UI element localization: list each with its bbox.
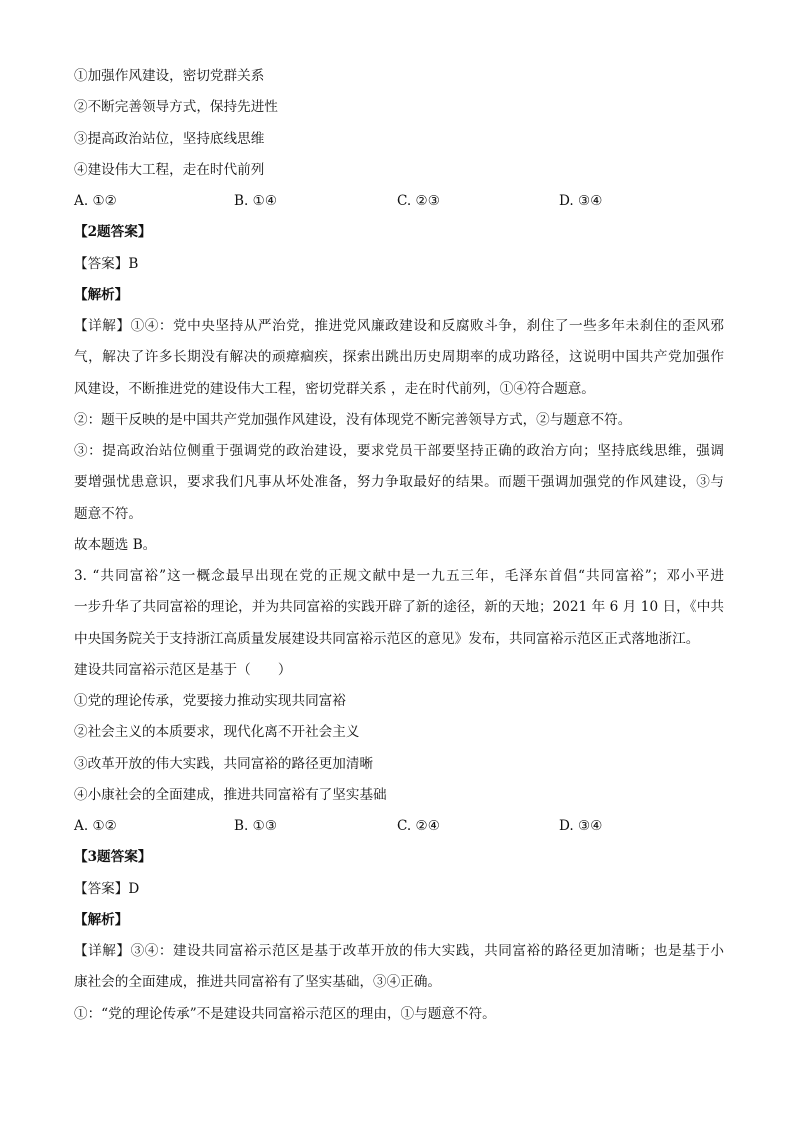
q3-stem-line-4: 建设共同富裕示范区是基于（ ） — [74, 662, 292, 678]
q3-explanation-line-2: 康社会的全面建成，推进共同富裕有了坚实基础，③④正确。 — [74, 974, 442, 990]
q2-explanation-line-1: 【详解】①④：党中央坚持从严治党，推进党风廉政建设和反腐败斗争，刹住了一些多年未刹住的歪风邪 — [74, 318, 724, 334]
q3-explanation-line-3: ①：“党的理论传承”不是建设共同富裕示范区的理由，①与题意不符。 — [74, 1006, 496, 1022]
q3-analysis-header: 【解析】 — [74, 912, 129, 928]
q2-item-3: ③提高政治站位，坚持底线思维 — [74, 131, 265, 147]
q2-options — [74, 191, 724, 211]
q2-conclusion: 故本题选 B。 — [74, 537, 157, 553]
q3-item-1: ①党的理论传承，党要接力推动实现共同富裕 — [74, 693, 346, 709]
q3-stem-line-2: 一步升华了共同富裕的理论，并为共同富裕的实践开辟了新的途径，新的天地；2021 年 6 月 10 日，《中共 — [74, 599, 724, 615]
q2-analysis-header: 【解析】 — [74, 287, 129, 303]
q3-stem-line-1: 3. “共同富裕”这一概念最早出现在党的正规文献中是一九五三年，毛泽东首倡“共同富裕”；邓小平进 — [74, 568, 724, 584]
q3-stem-line-3: 中央国务院关于支持浙江高质量发展建设共同富裕示范区的意见》发布，共同富裕示范区正式落地浙江。 — [74, 631, 700, 647]
q2-item-1: ①加强作风建设，密切党群关系 — [74, 68, 265, 84]
q3-answer-header: 【3题答案】 — [74, 849, 152, 865]
q3-option-a: A. ①② — [74, 818, 117, 834]
q2-explanation-line-7: 题意不符。 — [74, 506, 142, 522]
q3-item-3: ③改革开放的伟大实践，共同富裕的路径更加清晰 — [74, 756, 374, 772]
q3-option-c: C. ②④ — [397, 818, 440, 834]
q2-explanation-line-3: 风建设，不断推进党的建设伟大工程，密切党群关系 ，走在时代前列，①④符合题意。 — [74, 381, 595, 397]
q3-explanation-line-1: 【详解】③④：建设共同富裕示范区是基于改革开放的伟大实践，共同富裕的路径更加清晰；也是基于小 — [74, 943, 724, 959]
q3-item-2: ②社会主义的本质要求，现代化离不开社会主义 — [74, 724, 360, 740]
q2-explanation-line-4: ②：题干反映的是中国共产党加强作风建设，没有体现党不断完善领导方式，②与题意不符。 — [74, 412, 632, 428]
q3-option-b: B. ①③ — [234, 818, 278, 834]
q2-option-a: A. ①② — [74, 193, 117, 209]
q2-explanation-line-2: 气，解决了许多长期没有解决的顽瘴痼疾，探索出跳出历史周期率的成功路径，这说明中国共产党加强作 — [74, 349, 724, 365]
q3-answer: 【答案】D — [74, 881, 140, 897]
q2-explanation-line-5: ③：提高政治站位侧重于强调党的政治建设，要求党员干部要坚持正确的政治方向；坚持底线思维，强调 — [74, 443, 724, 459]
q3-options — [74, 816, 724, 836]
q2-answer-header: 【2题答案】 — [74, 224, 152, 240]
q2-option-b: B. ①④ — [234, 193, 278, 209]
q2-explanation-line-6: 要增强忧患意识，要求我们凡事从坏处准备，努力争取最好的结果。而题干强调加强党的作风建设，③与 — [74, 474, 724, 490]
q2-option-c: C. ②③ — [397, 193, 440, 209]
q3-item-4: ④小康社会的全面建成，推进共同富裕有了坚实基础 — [74, 787, 387, 803]
q2-option-d: D. ③④ — [559, 193, 603, 209]
q2-answer: 【答案】B — [74, 256, 139, 272]
q2-item-4: ④建设伟大工程，走在时代前列 — [74, 162, 265, 178]
q3-option-d: D. ③④ — [559, 818, 603, 834]
q2-item-2: ②不断完善领导方式，保持先进性 — [74, 99, 278, 115]
